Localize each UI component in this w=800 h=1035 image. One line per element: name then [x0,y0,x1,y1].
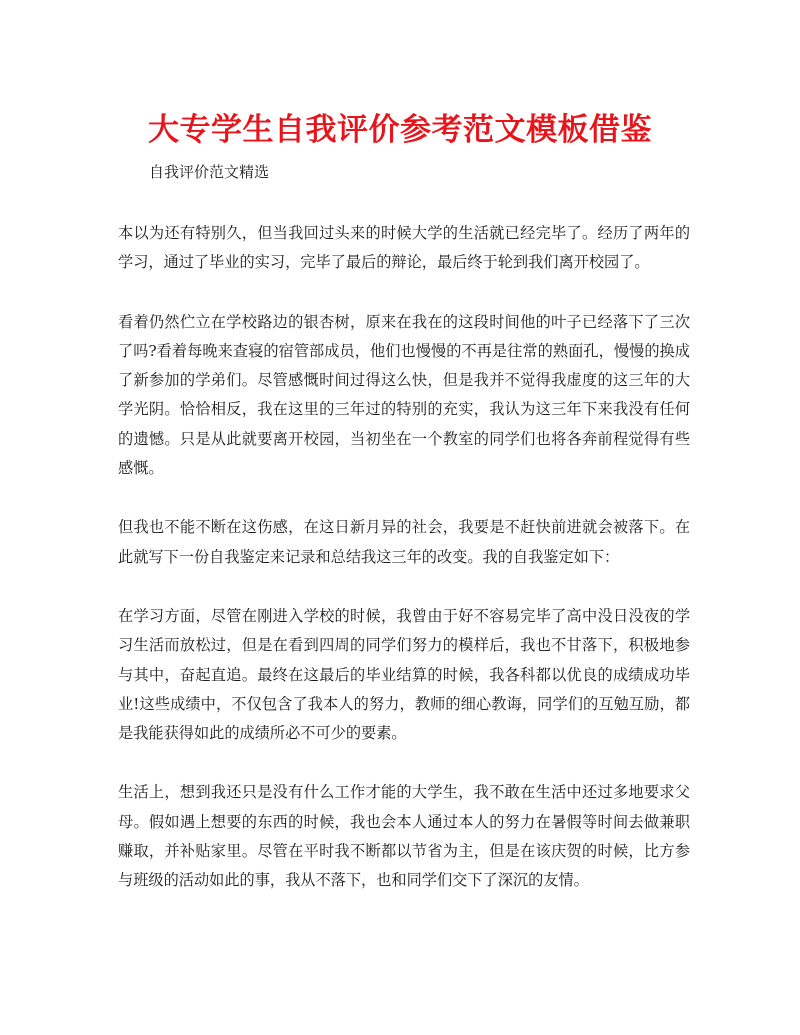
document-title: 大专学生自我评价参考范文模板借鉴 [148,112,652,148]
paragraph-transition: 但我也不能不断在这伤感，在这日新月异的社会，我要是不赶快前进就会被落下。在此就写下一份自我鉴定来记录和总结我这三年的改变。我的自我鉴定如下： [118,518,690,566]
paragraph-life: 生活上，想到我还只是没有什么工作才能的大学生，我不敢在生活中还过多地要求父母。假如遇上想要的东西的时候，我也会本人通过本人的努力在暑假等时间去做兼职赚取，并补贴家里。尽管在平时我不断都以节省为主，但是在该庆贺的时候，比方参与班级的活动如此的事，我从不落下，也和同学们交下了深沉的友情。 [118,783,690,890]
paragraph-reflection: 看着仍然伫立在学校路边的银杏树，原来在我在的这段时间他的叶子已经落下了三次了吗?看着每晚来查寝的宿管部成员，他们也慢慢的不再是往常的熟面孔，慢慢的换成了新参加的学弟们。尽管感慨时间过得这么快，但是我并不觉得我虚度的这三年的大学光阴。恰恰相反，我在这里的三年过的特别的充实，我认为这三年下来我没有任何的遗憾。只是从此就要离开校园，当初坐在一个教室的同学们也将各奔前程觉得有些感慨。 [118,312,690,478]
document-body [118,219,690,926]
paragraph-intro: 本以为还有特别久，但当我回过头来的时候大学的生活就已经完毕了。经历了两年的学习，通过了毕业的实习，完毕了最后的辩论，最后终于轮到我们离开校园了。 [118,224,690,272]
paragraph-study: 在学习方面，尽管在刚进入学校的时候，我曾由于好不容易完毕了高中没日没夜的学习生活而放松过，但是在看到四周的同学们努力的模样后，我也不甘落下，积极地参与其中，奋起直追。最终在这最后的毕业结算的时候，我各科都以优良的成绩成功毕业!这些成绩中，不仅包含了我本人的努力，教师的细心教诲，同学们的互勉互励，都是我能获得如此的成绩所必不可少的要素。 [118,606,690,743]
document-subtitle: 自我评价范文精选 [149,163,270,181]
